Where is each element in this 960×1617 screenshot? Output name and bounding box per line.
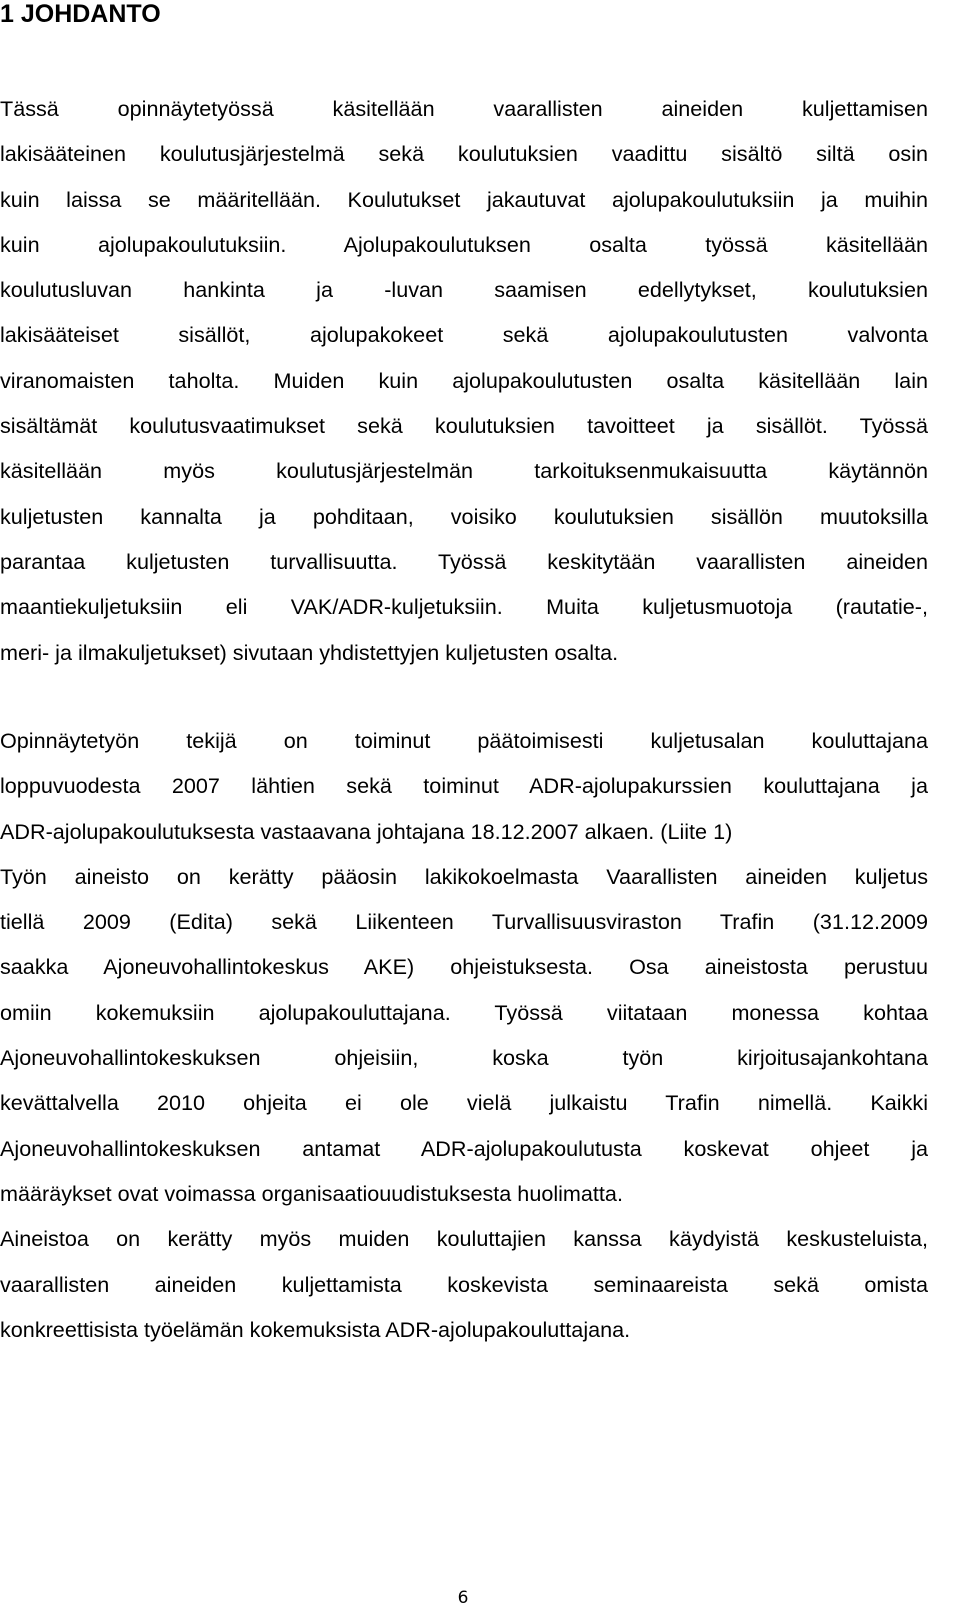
text-line: omiin kokemuksiin ajolupakouluttajana. Työssä viitataan monessa kohtaa (0, 999, 928, 1025)
text-line: parantaa kuljetusten turvallisuutta. Työssä keskitytään vaarallisten aineiden (0, 548, 928, 574)
text-line: Ajoneuvohallintokeskuksen antamat ADR-ajolupakoulutusta koskevat ohjeet ja (0, 1135, 928, 1161)
text-line: konkreettisista työelämän kokemuksista ADR-ajolupakouluttajana. (0, 1316, 631, 1342)
paragraph-introduction (0, 86, 928, 675)
text-line: tiellä 2009 (Edita) sekä Liikenteen Turvallisuusviraston Trafin (31.12.2009 (0, 909, 928, 935)
text-line: meri- ja ilmakuljetukset) sivutaan yhdistettyjen kuljetusten osalta. (0, 639, 619, 665)
text-line: käsitellään myös koulutusjärjestelmän tarkoituksenmukaisuutta käytännön (0, 458, 928, 484)
text-line: koulutusluvan hankinta ja -luvan saamisen edellytykset, koulutuksien (0, 277, 928, 303)
text-line: sisältämät koulutusvaatimukset sekä koulutuksien tavoitteet ja sisällöt. Työssä (0, 413, 928, 439)
text-line: kuljetusten kannalta ja pohditaan, voisiko koulutuksien sisällön muutoksilla (0, 503, 928, 529)
text-line: saakka Ajoneuvohallintokeskus AKE) ohjeistuksesta. Osa aineistosta perustuu (0, 954, 928, 980)
text-line: Tässä opinnäytetyössä käsitellään vaarallisten aineiden kuljettamisen (0, 96, 928, 121)
text-line: maantiekuljetuksiin eli VAK/ADR-kuljetuksiin. Muita kuljetusmuotoja (rautatie-, (0, 594, 928, 620)
paragraph-author-and-sources (0, 718, 928, 1352)
text-line: viranomaisten taholta. Muiden kuin ajolupakoulutusten osalta käsitellään lain (0, 367, 928, 393)
text-line: ADR-ajolupakoulutuksesta vastaavana johtajana 18.12.2007 alkaen. (Liite 1) (0, 818, 733, 844)
text-line: kevättalvella 2010 ohjeita ei ole vielä julkaistu Trafin nimellä. Kaikki (0, 1090, 928, 1116)
text-line: vaarallisten aineiden kuljettamista koskevista seminaareista sekä omista (0, 1271, 928, 1297)
page-number: 6 (457, 1588, 469, 1608)
text-line: kuin laissa se määritellään. Koulutukset jakautuvat ajolupakoulutuksiin ja muihin (0, 186, 928, 212)
chapter-heading: 1 JOHDANTO (0, 0, 161, 28)
text-line: lakisääteiset sisällöt, ajolupakokeet sekä ajolupakoulutusten valvonta (0, 322, 928, 348)
text-line: loppuvuodesta 2007 lähtien sekä toiminut ADR-ajolupakurssien kouluttajana ja (0, 773, 928, 799)
text-line: Työn aineisto on kerätty pääosin lakikokoelmasta Vaarallisten aineiden kuljetus (0, 863, 928, 889)
text-line: määräykset ovat voimassa organisaatiouudistuksesta huolimatta. (0, 1180, 623, 1206)
text-line: Aineistoa on kerätty myös muiden kouluttajien kanssa käydyistä keskusteluista, (0, 1226, 928, 1252)
text-line: kuin ajolupakoulutuksiin. Ajolupakoulutuksen osalta työssä käsitellään (0, 231, 928, 257)
text-line: Ajoneuvohallintokeskuksen ohjeisiin, koska työn kirjoitusajankohtana (0, 1045, 928, 1071)
text-line: Opinnäytetyön tekijä on toiminut päätoimisesti kuljetusalan kouluttajana (0, 728, 928, 753)
text-line: lakisääteinen koulutusjärjestelmä sekä koulutuksien vaadittu sisältö siltä osin (0, 141, 928, 167)
